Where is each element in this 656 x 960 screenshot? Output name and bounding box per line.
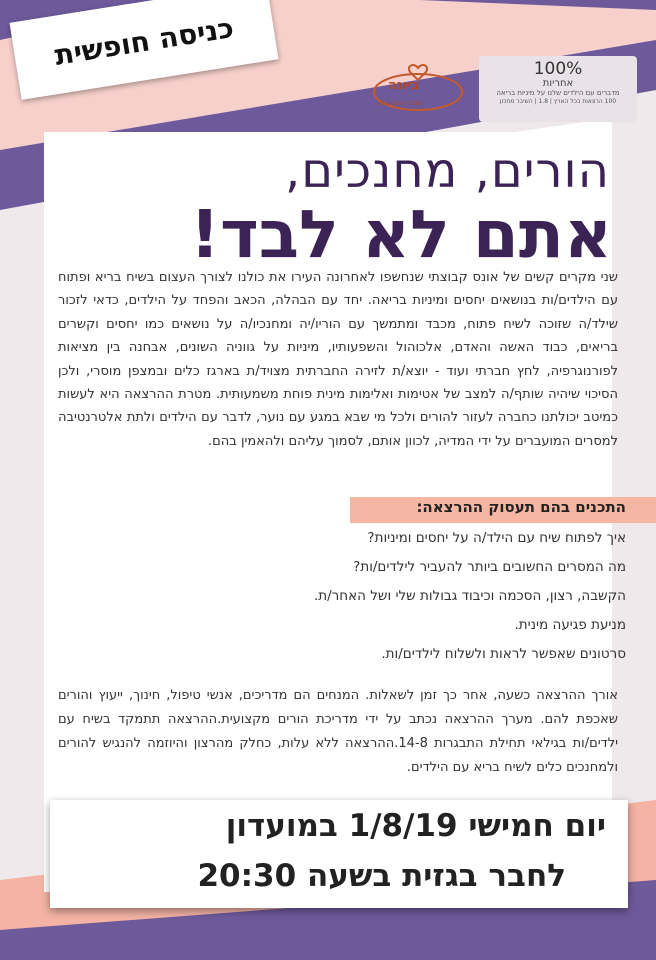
- topic-item: מניעת פגיעה מינית.: [514, 617, 626, 633]
- intro-paragraph: שני מקרים קשים של אונס קבוצתי שנחשפו לאחרונה העירו את כולנו לצורך העצום בשיח בריא ופתוח עם הילדים/ות בנושאים יחסים ומיניות בריאה. יחד עם הבהלה, הכאב והפחד על הילדים, כדאי לזכור שילד/ה שזוכה לשיח פתוח, מכבד ומתמשך עם הוריו/יה ומחנכיו/ה על נושאים כמו יחסים וקשרים בריאים, כבוד האשה והאדם, אלכוהול והשפעותיו, מיניות על גווניה השונים, אבחנה בין מציאות לפורנוגרפיה, לחץ חברתי ועוד - יוצא/ת לזירה החברתית מצויד/ת בארגז כלים ובמצפן מוסרי, ולכן הסיכוי שיהיה שותף/ה למצב של אטימות ואלימות מינית פוחת משמעותית. מטרת ההרצאה היא לעשות כמיטב יכולתנו כחברה לעזור להורים ולכל מי שבא במגע עם נוער, לדבר עם הילדים ולתת אלטרנטיבה למסרים המועברים על ידי המדיה, לכוון אותם, לסמוך עליהם ולהאמין בהם.: [58, 270, 618, 449]
- logo-name: ביונה: [388, 78, 420, 93]
- event-place-line: לחבר בגזית בשעה 20:30: [197, 858, 566, 894]
- topic-item: מה המסרים החשובים ביותר להעביר לילדים/ות?: [353, 559, 626, 575]
- free-entry-label: כניסה חופשית: [52, 10, 236, 72]
- topic-item: סרטונים שאפשר לראות ולשלוח לילדים/ות.: [381, 646, 626, 662]
- promo-box: [479, 56, 637, 122]
- event-date-line: יום חמישי 1/8/19 במועדון: [225, 808, 606, 844]
- outro-paragraph: אורך ההרצאה כשעה, אחר כך זמן לשאלות. המנחים הם מדריכים, אנשי טיפול, חינוך, ייעוץ והורים שאכפת להם. מערך ההרצאה נכתב על ידי מדריכת הורים מקצועית.ההרצאה תתמקד בשיח עם ילדים/ות בגילאי תחילת התבגרות 14-8.ההרצאה ללא עלות, כחלק מהרצון והיוזמה להנגיש להורים ולמחנכים כלים לשיח בריא עם הילדים.: [58, 688, 618, 775]
- topic-item: איך לפתוח שיח עם הילד/ה על יחסים ומיניות?: [367, 530, 626, 546]
- topics-list: [314, 524, 626, 669]
- promo-line2: מדברים עם הילדים שלנו על מיניות בריאה: [496, 89, 620, 97]
- promo-line3: 100 הרצאות בכל הארץ | 1.8 | השיבר מחכון: [499, 98, 617, 105]
- promo-line1: אחריות: [542, 78, 574, 89]
- logo-tagline: בשביל הכיוון הנכון: [378, 100, 424, 107]
- headline-sub: הורים, מחנכים,: [284, 143, 610, 199]
- promo-percent: 100%: [533, 59, 583, 79]
- headline-main: אתם לא לבד!: [189, 196, 612, 273]
- topic-item: הקשבה, רצון, הסכמה וכיבוד גבולות שלי ושל האחר/ת.: [313, 588, 626, 604]
- section-title: התכנים בהם תעסוק ההרצאה:: [416, 498, 626, 516]
